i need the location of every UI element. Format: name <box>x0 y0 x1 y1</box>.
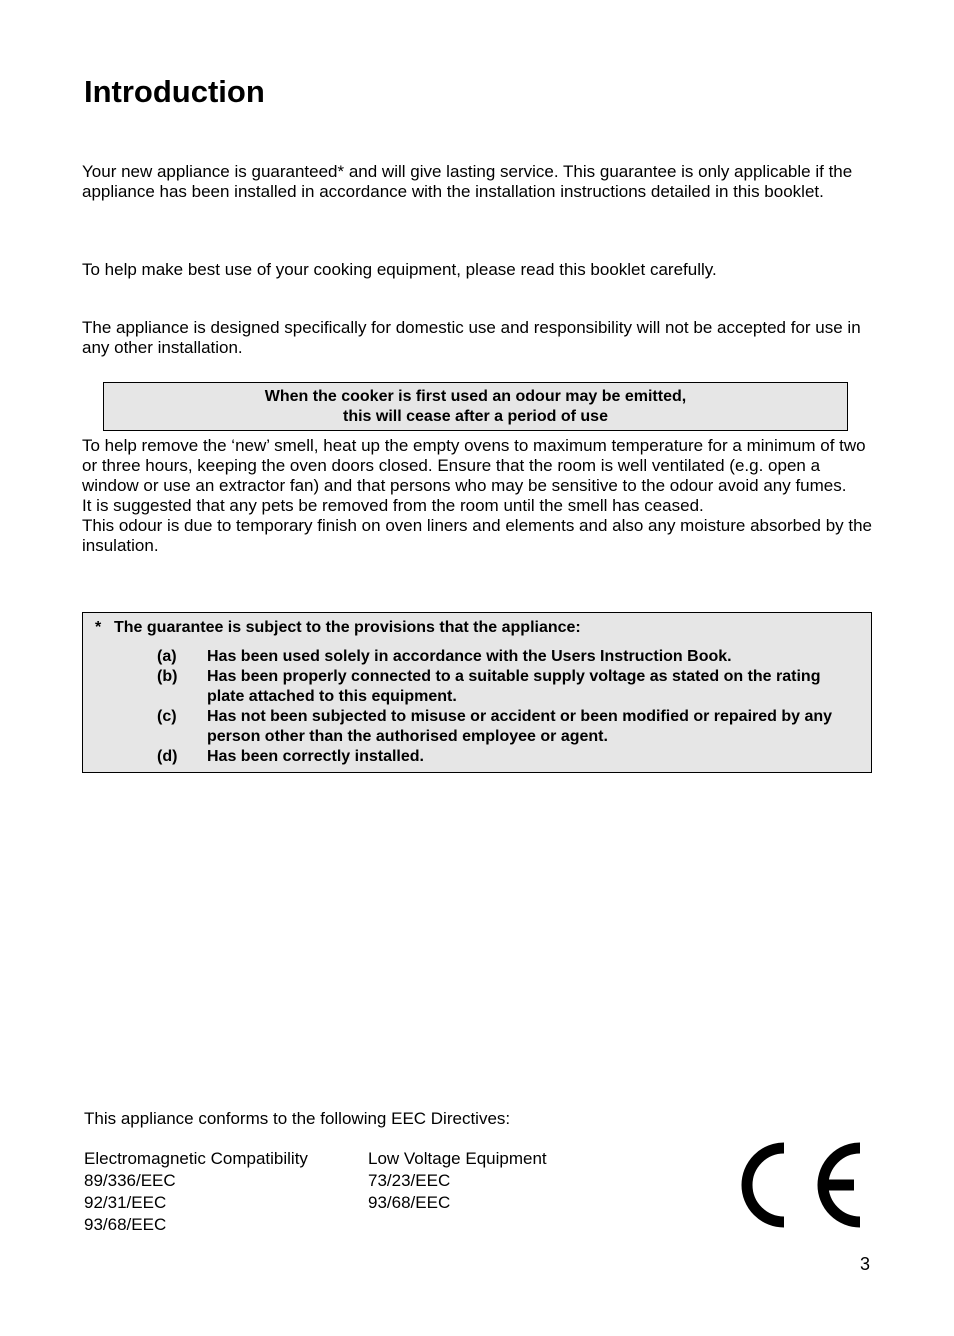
guarantee-intro <box>95 618 581 638</box>
condition-item-a <box>157 647 857 667</box>
condition-item-c <box>157 707 857 747</box>
odour-notice-line-1: When the cooker is first used an odour may be emitted, <box>264 388 687 405</box>
page-title: Introduction <box>84 74 265 109</box>
emc-code: 89/336/EEC <box>84 1171 176 1190</box>
odour-advice-text-3: This odour is due to temporary finish on oven liners and elements and also any moisture absorbed by the insulation. <box>82 516 873 555</box>
condition-letter: (b) <box>157 668 178 685</box>
odour-advice-text-1: To help remove the ‘new’ smell, heat up the empty ovens to maximum temperature for a minimum of two or three hours, keeping the oven doors closed. Ensure that the room is well ventilated (e.g. open a window or use an extractor fan) and that persons who may be sensitive to the odour avoid any fumes. <box>82 436 866 495</box>
ce-mark-icon <box>732 1138 868 1232</box>
guarantee-conditions-box <box>82 612 872 773</box>
emc-heading: Electromagnetic Compatibility <box>84 1149 308 1168</box>
guarantee-intro-text: The guarantee is subject to the provisions that the appliance: <box>114 619 581 636</box>
condition-text: Has been correctly installed. <box>207 748 424 765</box>
odour-advice-text-2: It is suggested that any pets be removed from the room until the smell has ceased. <box>82 496 704 515</box>
guarantee-paragraph: Your new appliance is guaranteed* and will give lasting service. This guarantee is only applicable if the appliance has been installed in accordance with the installation instructions detailed in this booklet. <box>82 162 853 201</box>
odour-advice-paragraph <box>82 436 874 556</box>
domestic-use-paragraph: The appliance is designed specifically for domestic use and responsibility will not be accepted for use in any other installation. <box>82 318 861 357</box>
emc-code: 93/68/EEC <box>84 1215 167 1234</box>
page-number: 3 <box>860 1254 871 1274</box>
condition-text: Has been used solely in accordance with the Users Instruction Book. <box>207 648 732 665</box>
guarantee-conditions-list <box>157 647 857 767</box>
condition-letter: (c) <box>157 708 177 725</box>
lve-directives-column <box>368 1148 547 1214</box>
emc-code: 92/31/EEC <box>84 1193 167 1212</box>
condition-letter: (d) <box>157 748 178 765</box>
lve-code: 93/68/EEC <box>368 1193 451 1212</box>
asterisk: * <box>95 619 102 636</box>
lve-heading: Low Voltage Equipment <box>368 1149 547 1168</box>
condition-text: Has not been subjected to misuse or accident or been modified or repaired by any person other than the authorised employee or agent. <box>207 708 833 745</box>
eec-directives-intro: This appliance conforms to the following EEC Directives: <box>84 1109 511 1128</box>
emc-directives-column <box>84 1148 308 1236</box>
condition-letter: (a) <box>157 648 177 665</box>
odour-notice-box <box>103 382 848 431</box>
lve-code: 73/23/EEC <box>368 1171 451 1190</box>
condition-text: Has been properly connected to a suitable supply voltage as stated on the rating plate attached to this equipment. <box>207 668 821 705</box>
condition-item-b <box>157 667 857 707</box>
odour-notice-line-2: this will cease after a period of use <box>343 408 608 425</box>
condition-item-d <box>157 747 857 767</box>
read-booklet-paragraph: To help make best use of your cooking equipment, please read this booklet carefully. <box>82 260 717 279</box>
